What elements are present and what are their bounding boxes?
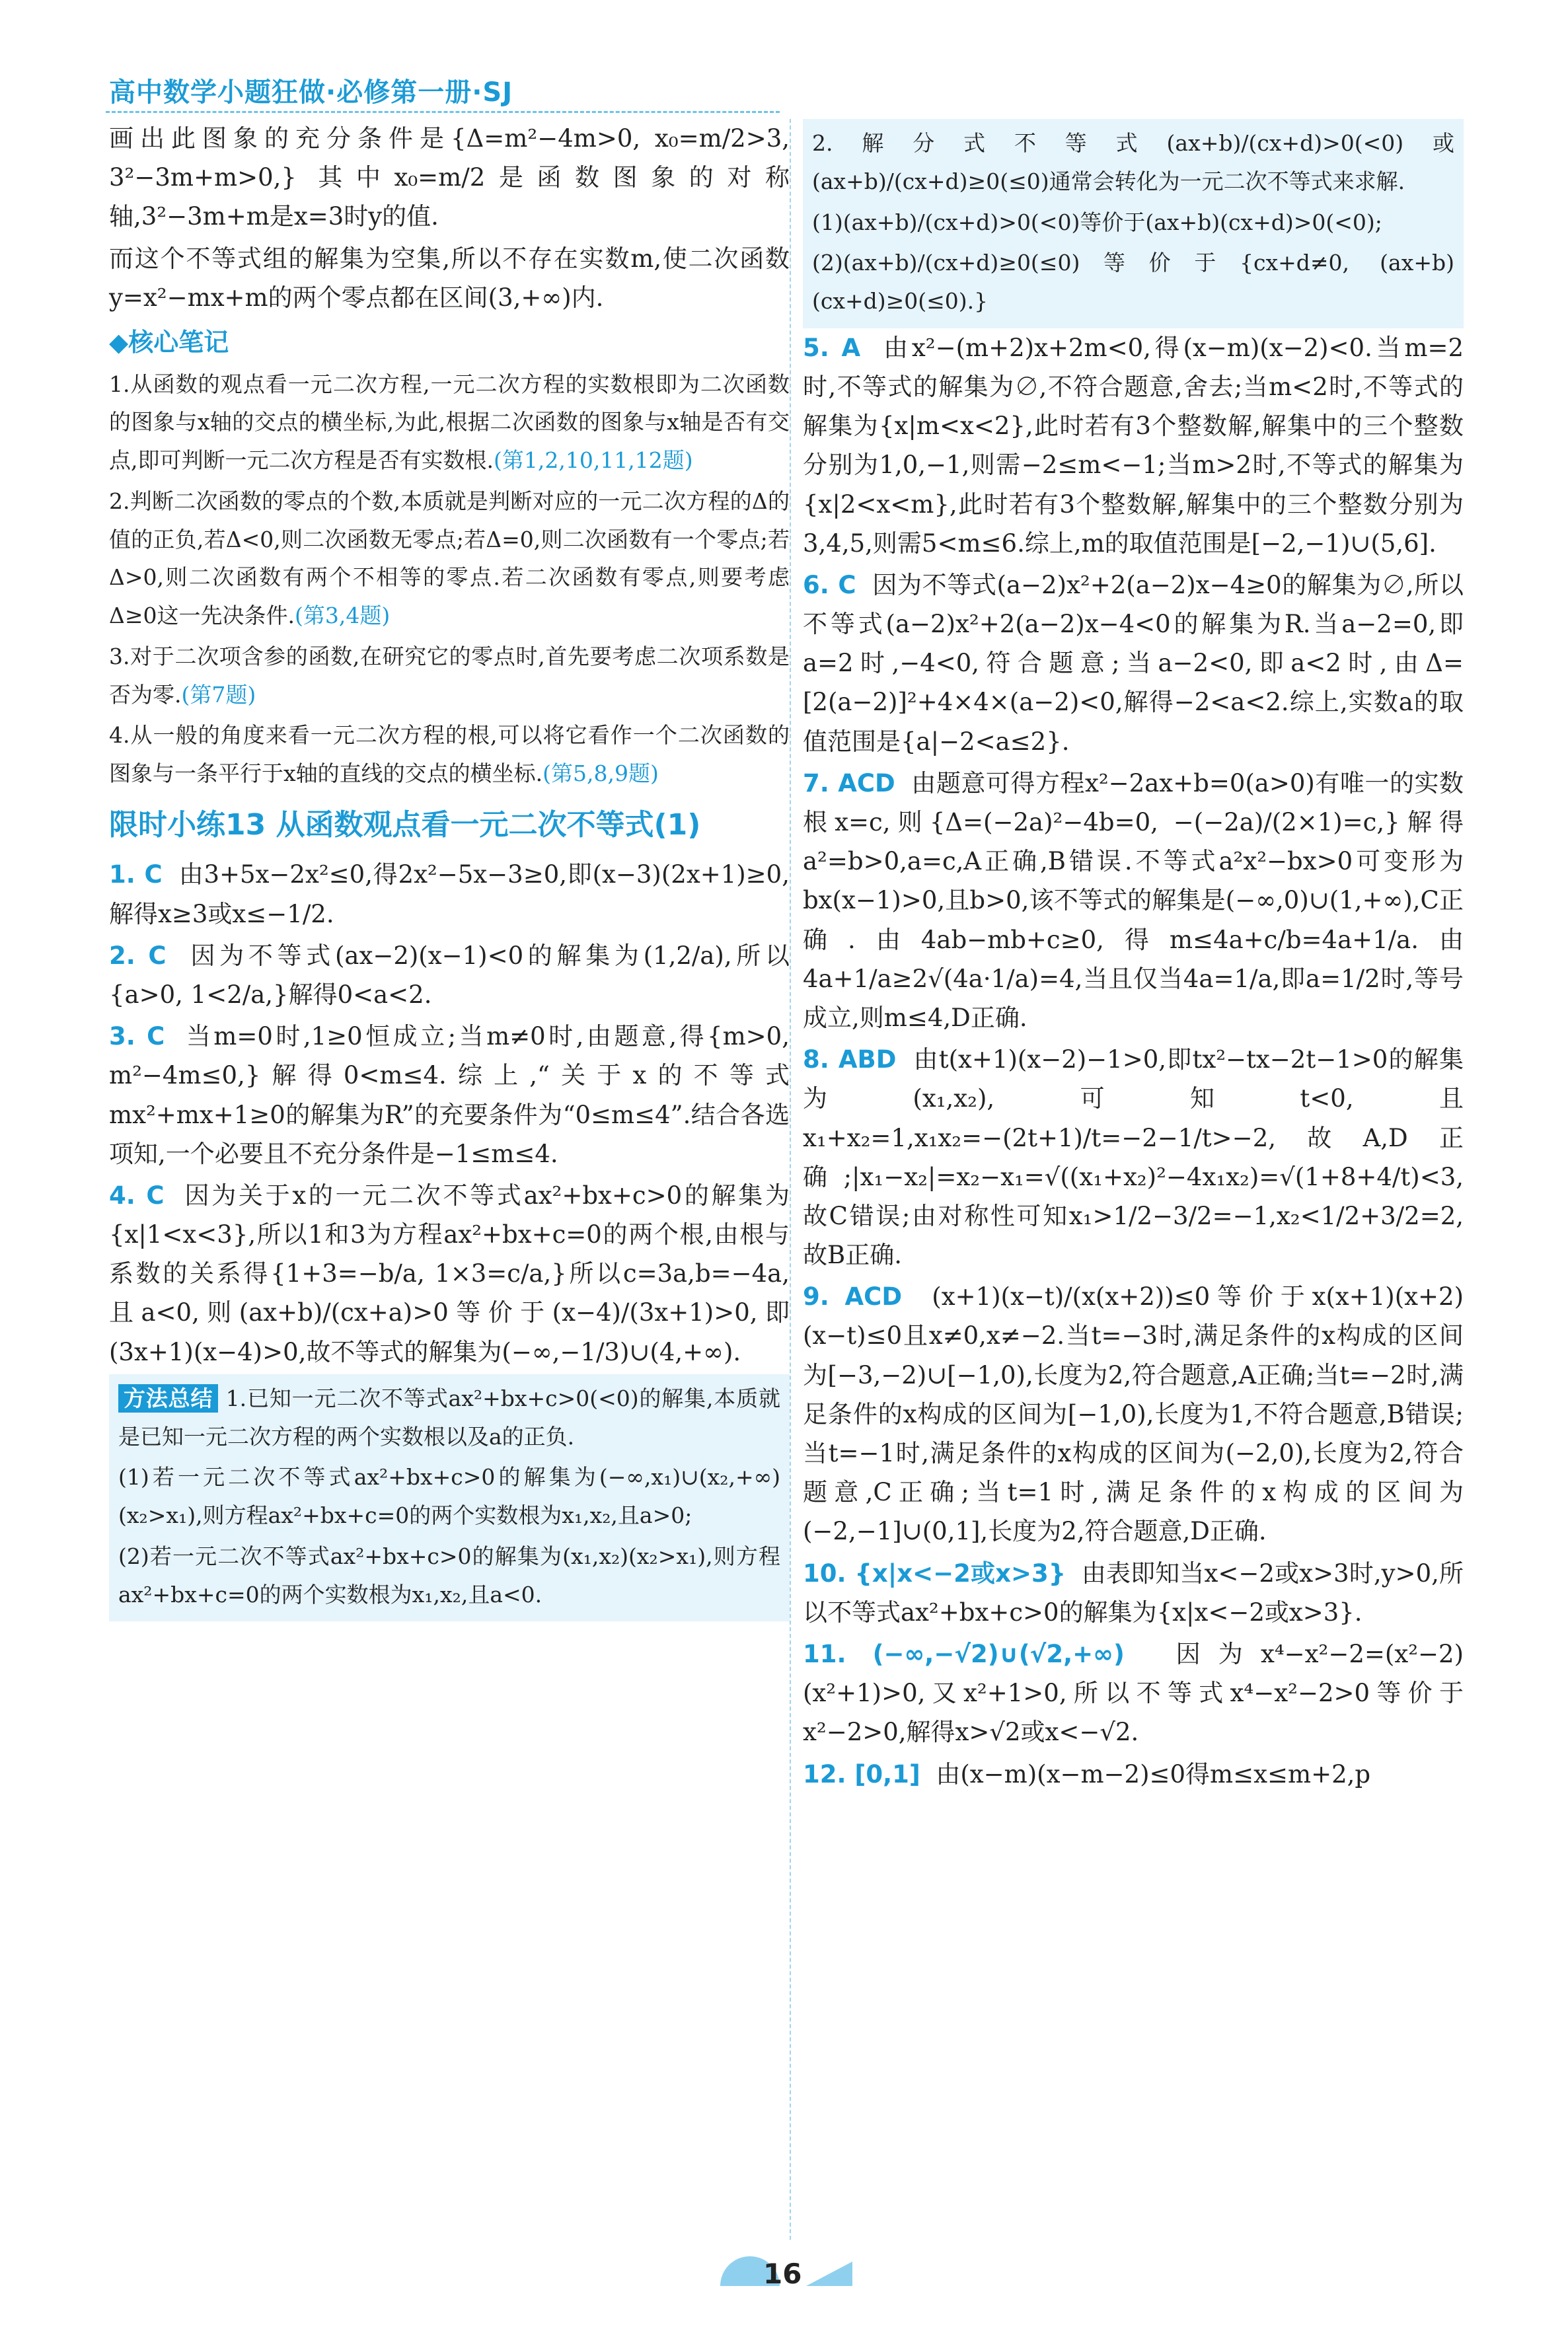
answer-item: 2. C 因为不等式(ax−2)(x−1)<0的解集为(1,2/a),所以{a>0, 1<2/a,}解得0<a<2. — [109, 941, 790, 1009]
method-summary-tag: 方法总结 — [118, 1384, 218, 1413]
page-number: 16 — [763, 2258, 802, 2290]
answer-item: 8. ABD 由t(x+1)(x−2)−1>0,即tx²−tx−2t−1>0的解集为(x₁,x₂),可知t<0,且x₁+x₂=1,x₁x₂=−(2t+1)/t=−2−1/t>−2,故A,D正确;|x₁−x₂|=x₂−x₁=√((x₁+x₂)²−4x₁x₂)=√(1+8+4/t)<3,故C错误;由对称性可知x₁>1/2−3/2=−1,x₂<1/2+3/2=2,故B正确. — [803, 1045, 1464, 1270]
note-item: 4.从一般的角度来看一元二次方程的根,可以将它看作一个二次函数的图象与一条平行于x轴的直线的交点的横坐标.(第5,8,9题) — [109, 722, 790, 787]
method-summary-continued — [803, 119, 1464, 328]
note-item: 3.对于二次项含参的函数,在研究它的零点时,首先要考虑二次项系数是否为零.(第7题) — [109, 643, 790, 708]
answer-item: 5. A 由x²−(m+2)x+2m<0,得(x−m)(x−2)<0.当m=2时,不等式的解集为∅,不符合题意,舍去;当m<2时,不等式的解集为{x|m<x<2},此时若有3个整数解,解集中的三个整数分别为1,0,−1,则需−2≤m<−1;当m>2时,不等式的解集为{x|2<x<m},此时若有3个整数解,解集中的三个整数分别为3,4,5,则需5<m≤6.综上,m的取值范围是[−2,−1)∪(5,6]. — [803, 333, 1464, 558]
right-column — [803, 119, 1464, 1796]
note-item: 2.判断二次函数的零点的个数,本质就是判断对应的一元二次方程的Δ的值的正负,若Δ<0,则二次函数无零点;若Δ=0,则二次函数有一个零点;若Δ>0,则二次函数有两个不相等的零点.若二次函数有零点,则要考虑Δ≥0这一先决条件.(第3,4题) — [109, 488, 790, 629]
method-item: (1)若一元二次不等式ax²+bx+c>0的解集为(−∞,x₁)∪(x₂,+∞)(x₂>x₁),则方程ax²+bx+c=0的两个实数根为x₁,x₂,且a>0; — [118, 1464, 780, 1529]
method-item: (2)若一元二次不等式ax²+bx+c>0的解集为(x₁,x₂)(x₂>x₁),则方程ax²+bx+c=0的两个实数根为x₁,x₂,且a<0. — [118, 1543, 780, 1607]
answer-item: 4. C 因为关于x的一元二次不等式ax²+bx+c>0的解集为{x|1<x<3},所以1和3为方程ax²+bx+c=0的两个根,由根与系数的关系得{1+3=−b/a, 1×3=c/a,}所以c=3a,b=−4a,且a<0,则(ax+b)/(cx+a)>0等价于(x−4)/(3x+1)>0,即(3x+1)(x−4)>0,故不等式的解集为(−∞,−1/3)∪(4,+∞). — [109, 1181, 790, 1366]
method-item: (2)(ax+b)/(cx+d)≥0(≤0)等价于{cx+d≠0, (ax+b)(cx+d)≥0(≤0).} — [812, 250, 1454, 314]
intro-para: 画出此图象的充分条件是{Δ=m²−4m>0, x₀=m/2>3, 3²−3m+m>0,} 其中x₀=m/2是函数图象的对称轴,3²−3m+m是x=3时y的值. — [109, 124, 790, 231]
method-item: (1)(ax+b)/(cx+d)>0(<0)等价于(ax+b)(cx+d)>0(<0); — [812, 209, 1382, 235]
column-divider — [790, 119, 791, 2240]
left-column — [109, 119, 790, 1621]
answer-item: 12. [0,1] 由(x−m)(x−m−2)≤0得m≤x≤m+2,p — [803, 1759, 1371, 1789]
answer-item: 3. C 当m=0时,1≥0恒成立;当m≠0时,由题意,得{m>0, m²−4m≤0,}解得0<m≤4.综上,“关于x的不等式mx²+mx+1≥0的解集为R”的充要条件为“0≤m≤4”.结合各选项知,一个必要且不充分条件是−1≤m≤4. — [109, 1022, 790, 1168]
answer-item: 6. C 因为不等式(a−2)x²+2(a−2)x−4≥0的解集为∅,所以不等式(a−2)x²+2(a−2)x−4<0的解集为R.当a−2=0,即a=2时,−4<0,符合题意;当a−2<0,即a<2时,由Δ=[2(a−2)]²+4×4×(a−2)<0,解得−2<a<2.综上,实数a的取值范围是{a|−2<a≤2}. — [803, 570, 1464, 756]
answer-item: 7. ACD 由题意可得方程x²−2ax+b=0(a>0)有唯一的实数根x=c,则{Δ=(−2a)²−4b=0, −(−2a)/(2×1)=c,}解得a²=b>0,a=c,A正确,B错误.不等式a²x²−bx>0可变形为bx(x−1)>0,且b>0,该不等式的解集是(−∞,0)∪(1,+∞),C正确.由4ab−mb+c≥0,得m≤4a+c/b=4a+1/a.由4a+1/a≥2√(4a·1/a)=4,当且仅当4a=1/a,即a=1/2时,等号成立,则m≤4,D正确. — [803, 768, 1464, 1032]
answer-item: 9. ACD (x+1)(x−t)/(x(x+2))≤0等价于x(x+1)(x+2)(x−t)≤0且x≠0,x≠−2.当t=−3时,满足条件的x构成的区间为[−3,−2)∪[−1,0),长度为2,符合题意,A正确;当t=−2时,满足条件的x构成的区间为[−1,0),长度为1,不符合题意,B错误;当t=−1时,满足条件的x构成的区间为(−2,0),长度为2,符合题意,C正确;当t=1时,满足条件的x构成的区间为(−2,−1]∪(0,1],长度为2,符合题意,D正确. — [803, 1282, 1464, 1546]
header-title: 高中数学小题狂做·必修第一册·SJ — [109, 77, 513, 108]
header-divider — [106, 111, 780, 113]
answer-item: 10. {x|x<−2或x>3} 由表即知当x<−2或x>3时,y>0,所以不等式ax²+bx+c>0的解集为{x|x<−2或x>3}. — [803, 1559, 1464, 1627]
section-title: 限时小练13 从函数观点看一元二次不等式(1) — [109, 807, 701, 842]
method-item: 2.解分式不等式(ax+b)/(cx+d)>0(<0)或(ax+b)/(cx+d)≥0(≤0)通常会转化为一元二次不等式来求解. — [812, 130, 1454, 194]
core-notes-title: ◆核心笔记 — [109, 327, 229, 357]
intro-para: 而这个不等式组的解集为空集,所以不存在实数m,使二次函数y=x²−mx+m的两个零点都在区间(3,+∞)内. — [109, 244, 790, 312]
triangle-ruler-icon — [806, 2262, 852, 2286]
answer-item: 11. (−∞,−√2)∪(√2,+∞) 因为x⁴−x²−2=(x²−2)(x²+1)>0,又x²+1>0,所以不等式x⁴−x²−2>0等价于x²−2>0,解得x>√2或x<−√2. — [803, 1639, 1464, 1747]
answer-item: 1. C 由3+5x−2x²≤0,得2x²−5x−3≥0,即(x−3)(2x+1)≥0,解得x≥3或x≤−1/2. — [109, 860, 790, 928]
note-item: 1.从函数的观点看一元二次方程,一元二次方程的实数根即为二次函数的图象与x轴的交点的横坐标,为此,根据二次函数的图象与x轴是否有交点,即可判断一元二次方程是否有实数根.(第1,2,10,11,12题) — [109, 371, 790, 474]
method-summary-box: 方法总结 1.已知一元二次不等式ax²+bx+c>0(<0)的解集,本质就是已知一元二次方程的两个实数根以及a的正负. (1)若一元二次不等式ax²+bx+c>0的解集为(−∞,x₁)∪(x₂,+∞)(x₂>x₁),则方程ax²+bx+c=0的两个实数根为x₁,x₂,且a>0; (2)若一元二次不等式ax²+bx+c>0的解集为(x₁,x₂)(x₂>x₁),则方程ax²+bx+c=0的两个实数根为x₁,x₂,且a<0. — [109, 1374, 790, 1622]
